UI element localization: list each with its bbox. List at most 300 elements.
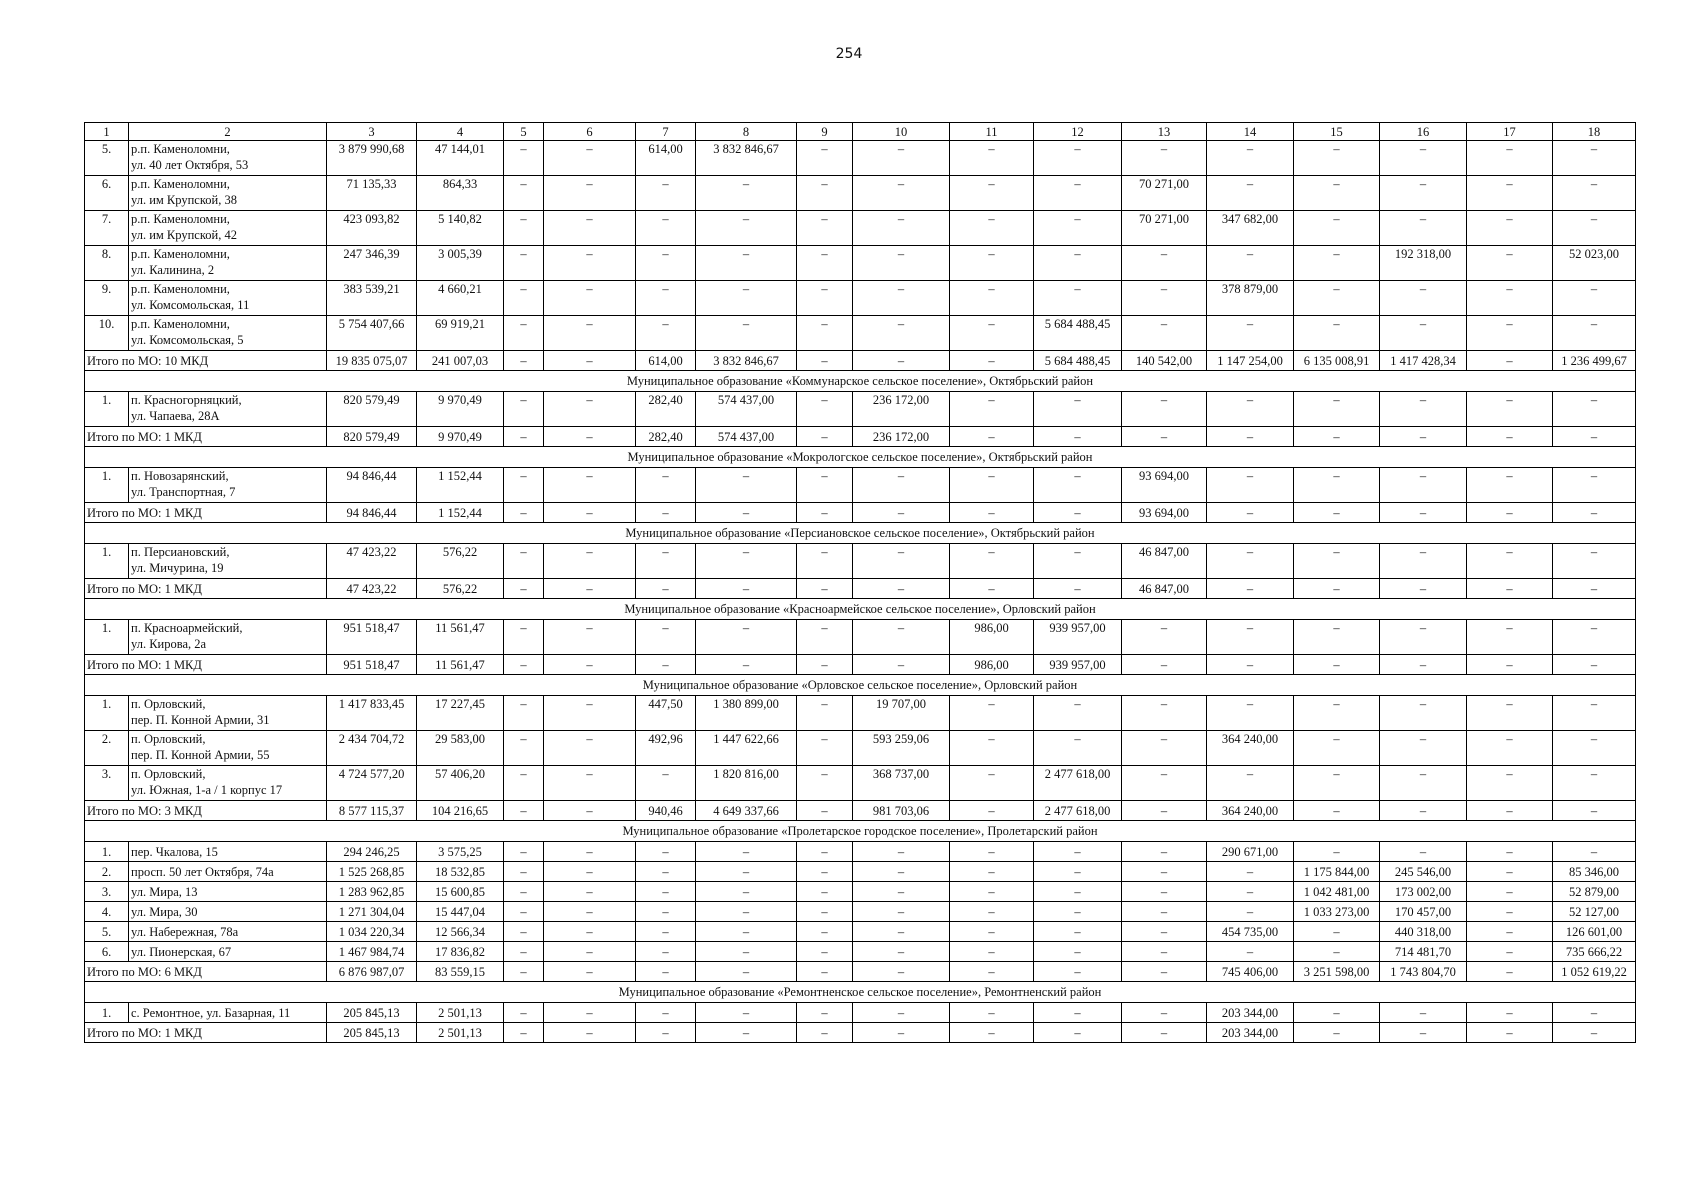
- address-line: р.п. Каменоломни,: [131, 282, 230, 296]
- column-header: 11: [950, 123, 1034, 141]
- table-cell: –: [797, 655, 853, 675]
- table-cell: –: [1467, 842, 1553, 862]
- address-line: ул. Южная, 1-а / 1 корпус 17: [131, 783, 283, 797]
- address-cell: [129, 922, 327, 942]
- page-number: 254: [835, 46, 863, 62]
- address-line: п. Орловский,: [131, 697, 206, 711]
- table-cell: –: [544, 544, 636, 579]
- total-label: Итого по МО: 1 МКД: [85, 503, 327, 523]
- table-cell: 939 957,00: [1034, 655, 1122, 675]
- table-cell: 820 579,49: [327, 392, 417, 427]
- table-cell: 3 005,39: [417, 246, 504, 281]
- table-cell: –: [1122, 392, 1207, 427]
- table-cell: –: [1467, 211, 1553, 246]
- address-cell: [129, 766, 327, 801]
- table-cell: 17 836,82: [417, 942, 504, 962]
- row-number: 7.: [85, 211, 129, 246]
- table-cell: 247 346,39: [327, 246, 417, 281]
- table-cell: –: [1122, 942, 1207, 962]
- table-cell: 3 832 846,67: [696, 351, 797, 371]
- column-header: 15: [1294, 123, 1380, 141]
- table-cell: 735 666,22: [1553, 942, 1636, 962]
- table-cell: –: [636, 503, 696, 523]
- column-header: 12: [1034, 123, 1122, 141]
- table-cell: –: [1380, 141, 1467, 176]
- total-label: Итого по МО: 10 МКД: [85, 351, 327, 371]
- table-cell: –: [696, 655, 797, 675]
- address-line: п. Орловский,: [131, 732, 206, 746]
- table-cell: 94 846,44: [327, 503, 417, 523]
- address-line: ул. Транспортная, 7: [131, 485, 236, 499]
- table-cell: –: [696, 503, 797, 523]
- table-cell: –: [544, 942, 636, 962]
- table-cell: –: [1034, 842, 1122, 862]
- table-cell: 203 344,00: [1207, 1003, 1294, 1023]
- total-row: [85, 801, 1636, 821]
- table-cell: –: [636, 468, 696, 503]
- table-cell: 383 539,21: [327, 281, 417, 316]
- section-title: Муниципальное образование «Ремонтненское сельское поселение», Ремонтненский район: [85, 982, 1636, 1003]
- table-cell: –: [853, 1023, 950, 1043]
- address-cell: [129, 696, 327, 731]
- table-cell: 368 737,00: [853, 766, 950, 801]
- table-cell: –: [1034, 696, 1122, 731]
- table-cell: –: [1294, 211, 1380, 246]
- table-cell: –: [1207, 862, 1294, 882]
- table-cell: 2 501,13: [417, 1023, 504, 1043]
- table-cell: –: [853, 468, 950, 503]
- address-cell: [129, 620, 327, 655]
- table-cell: 1 743 804,70: [1380, 962, 1467, 982]
- address-cell: [129, 246, 327, 281]
- table-cell: –: [1467, 620, 1553, 655]
- table-cell: –: [950, 731, 1034, 766]
- table-cell: –: [544, 246, 636, 281]
- table-cell: –: [504, 696, 544, 731]
- table-cell: 614,00: [636, 351, 696, 371]
- row-number: 3.: [85, 766, 129, 801]
- table-cell: –: [504, 176, 544, 211]
- table-cell: –: [544, 211, 636, 246]
- table-cell: –: [1122, 902, 1207, 922]
- table-cell: –: [504, 766, 544, 801]
- table-cell: 9 970,49: [417, 392, 504, 427]
- column-header: 6: [544, 123, 636, 141]
- table-cell: –: [950, 281, 1034, 316]
- address-line: ул. Комсомольская, 5: [131, 333, 244, 347]
- table-cell: 93 694,00: [1122, 468, 1207, 503]
- table-cell: –: [1553, 503, 1636, 523]
- table-cell: –: [1380, 211, 1467, 246]
- table-cell: 290 671,00: [1207, 842, 1294, 862]
- table-cell: 104 216,65: [417, 801, 504, 821]
- row-number: 5.: [85, 922, 129, 942]
- table-cell: 69 919,21: [417, 316, 504, 351]
- table-cell: 1 033 273,00: [1294, 902, 1380, 922]
- table-cell: –: [950, 141, 1034, 176]
- table-cell: –: [544, 1003, 636, 1023]
- table-cell: 492,96: [636, 731, 696, 766]
- table-cell: 173 002,00: [1380, 882, 1467, 902]
- table-cell: –: [853, 211, 950, 246]
- table-cell: –: [504, 842, 544, 862]
- address-line: р.п. Каменоломни,: [131, 142, 230, 156]
- address-cell: [129, 862, 327, 882]
- table-cell: –: [1207, 141, 1294, 176]
- table-cell: –: [1553, 427, 1636, 447]
- table-cell: –: [853, 351, 950, 371]
- table-cell: –: [1122, 842, 1207, 862]
- table-cell: –: [797, 1003, 853, 1023]
- total-label: Итого по МО: 6 МКД: [85, 962, 327, 982]
- table-cell: –: [1207, 246, 1294, 281]
- address-line: пер. Чкалова, 15: [131, 844, 218, 859]
- table-cell: –: [853, 176, 950, 211]
- table-cell: –: [544, 922, 636, 942]
- table-cell: –: [504, 655, 544, 675]
- table-cell: –: [1294, 922, 1380, 942]
- address-line: ул. Мира, 13: [131, 884, 198, 899]
- table-cell: –: [853, 655, 950, 675]
- table-cell: 2 434 704,72: [327, 731, 417, 766]
- table-cell: –: [544, 579, 636, 599]
- table-cell: –: [1122, 620, 1207, 655]
- row-number: 4.: [85, 902, 129, 922]
- table-cell: –: [1034, 246, 1122, 281]
- table-cell: –: [1467, 503, 1553, 523]
- table-row: [85, 902, 1636, 922]
- total-row: [85, 503, 1636, 523]
- address-line: п. Персиановский,: [131, 545, 230, 559]
- table-cell: 3 251 598,00: [1294, 962, 1380, 982]
- table-cell: 2 477 618,00: [1034, 801, 1122, 821]
- table-cell: –: [1553, 176, 1636, 211]
- row-number: 8.: [85, 246, 129, 281]
- table-cell: 951 518,47: [327, 620, 417, 655]
- table-cell: –: [1553, 211, 1636, 246]
- table-cell: –: [1294, 427, 1380, 447]
- table-cell: –: [1467, 801, 1553, 821]
- table-cell: –: [1467, 392, 1553, 427]
- table-cell: –: [544, 392, 636, 427]
- table-cell: –: [1294, 468, 1380, 503]
- table-cell: –: [797, 801, 853, 821]
- table-cell: –: [544, 962, 636, 982]
- table-cell: –: [504, 862, 544, 882]
- table-cell: –: [1122, 696, 1207, 731]
- address-line: ул. Мичурина, 19: [131, 561, 224, 575]
- address-cell: [129, 942, 327, 962]
- row-number: 1.: [85, 842, 129, 862]
- table-cell: –: [797, 503, 853, 523]
- table-cell: 15 447,04: [417, 902, 504, 922]
- table-row: [85, 211, 1636, 246]
- column-header: 13: [1122, 123, 1207, 141]
- address-cell: [129, 1003, 327, 1023]
- table-cell: –: [1122, 801, 1207, 821]
- table-cell: –: [504, 902, 544, 922]
- table-cell: –: [1467, 766, 1553, 801]
- table-cell: –: [950, 503, 1034, 523]
- table-cell: –: [696, 922, 797, 942]
- table-cell: –: [1294, 1003, 1380, 1023]
- table-cell: –: [1467, 1003, 1553, 1023]
- address-line: п. Красногорняцкий,: [131, 393, 242, 407]
- column-header: 16: [1380, 123, 1467, 141]
- table-cell: 1 380 899,00: [696, 696, 797, 731]
- table-row: [85, 392, 1636, 427]
- table-cell: –: [1380, 620, 1467, 655]
- table-cell: –: [1294, 392, 1380, 427]
- table-cell: –: [1034, 141, 1122, 176]
- table-cell: –: [1034, 392, 1122, 427]
- table-cell: –: [1380, 766, 1467, 801]
- table-cell: –: [950, 942, 1034, 962]
- table-row: [85, 696, 1636, 731]
- table-cell: –: [1294, 731, 1380, 766]
- address-line: р.п. Каменоломни,: [131, 317, 230, 331]
- table-cell: –: [1034, 468, 1122, 503]
- table-cell: –: [1122, 1023, 1207, 1043]
- table-cell: –: [1122, 882, 1207, 902]
- table-cell: 29 583,00: [417, 731, 504, 766]
- table-cell: –: [544, 427, 636, 447]
- table-cell: –: [1467, 882, 1553, 902]
- address-cell: [129, 468, 327, 503]
- table-cell: –: [1207, 902, 1294, 922]
- table-cell: –: [1380, 842, 1467, 862]
- table-cell: 1 283 962,85: [327, 882, 417, 902]
- table-cell: –: [544, 176, 636, 211]
- table-cell: –: [950, 902, 1034, 922]
- section-header-row: [85, 982, 1636, 1003]
- table-cell: –: [1122, 316, 1207, 351]
- table-cell: –: [544, 503, 636, 523]
- table-cell: 951 518,47: [327, 655, 417, 675]
- address-line: просп. 50 лет Октября, 74а: [131, 864, 274, 879]
- table-cell: –: [696, 842, 797, 862]
- table-cell: 5 140,82: [417, 211, 504, 246]
- table-cell: 205 845,13: [327, 1003, 417, 1023]
- column-header-row: [85, 123, 1636, 141]
- total-label: Итого по МО: 1 МКД: [85, 427, 327, 447]
- table-cell: 1 152,44: [417, 468, 504, 503]
- table-cell: –: [1034, 427, 1122, 447]
- table-cell: –: [1380, 579, 1467, 599]
- table-cell: 378 879,00: [1207, 281, 1294, 316]
- table-cell: –: [1207, 316, 1294, 351]
- table-cell: –: [1380, 801, 1467, 821]
- table-cell: –: [1467, 427, 1553, 447]
- table-cell: 70 271,00: [1122, 211, 1207, 246]
- table-cell: –: [544, 281, 636, 316]
- column-header: 4: [417, 123, 504, 141]
- address-cell: [129, 211, 327, 246]
- table-cell: –: [1467, 579, 1553, 599]
- table-cell: 70 271,00: [1122, 176, 1207, 211]
- table-cell: –: [797, 942, 853, 962]
- section-title: Муниципальное образование «Коммунарское сельское поселение», Октябрьский район: [85, 371, 1636, 392]
- table-cell: 576,22: [417, 579, 504, 599]
- table-cell: –: [1207, 655, 1294, 675]
- table-cell: –: [696, 962, 797, 982]
- table-cell: –: [1034, 731, 1122, 766]
- table-cell: –: [504, 503, 544, 523]
- section-header-row: [85, 447, 1636, 468]
- table-cell: 57 406,20: [417, 766, 504, 801]
- table-cell: –: [1553, 842, 1636, 862]
- table-cell: 6 876 987,07: [327, 962, 417, 982]
- table-cell: –: [853, 942, 950, 962]
- table-cell: –: [1122, 1003, 1207, 1023]
- table-cell: –: [853, 579, 950, 599]
- table-cell: –: [950, 468, 1034, 503]
- table-cell: –: [950, 211, 1034, 246]
- table-cell: –: [636, 862, 696, 882]
- address-line: ул. Кирова, 2а: [131, 637, 207, 651]
- table-cell: –: [1034, 1023, 1122, 1043]
- address-line: пер. П. Конной Армии, 31: [131, 713, 270, 727]
- table-cell: 245 546,00: [1380, 862, 1467, 882]
- table-cell: –: [797, 962, 853, 982]
- table-cell: –: [504, 427, 544, 447]
- table-cell: –: [1294, 141, 1380, 176]
- table-cell: –: [1380, 696, 1467, 731]
- table-row: [85, 1003, 1636, 1023]
- table-cell: 447,50: [636, 696, 696, 731]
- table-row: [85, 862, 1636, 882]
- table-cell: –: [696, 316, 797, 351]
- table-cell: –: [797, 696, 853, 731]
- table-cell: –: [1294, 503, 1380, 523]
- table-cell: –: [1553, 766, 1636, 801]
- table-cell: –: [1553, 141, 1636, 176]
- table-cell: –: [1294, 281, 1380, 316]
- table-cell: –: [636, 579, 696, 599]
- table-row: [85, 922, 1636, 942]
- table-cell: 1 417 428,34: [1380, 351, 1467, 371]
- table-row: [85, 468, 1636, 503]
- table-cell: –: [950, 862, 1034, 882]
- table-cell: 1 417 833,45: [327, 696, 417, 731]
- total-label: Итого по МО: 1 МКД: [85, 579, 327, 599]
- table-cell: –: [636, 882, 696, 902]
- table-cell: 282,40: [636, 427, 696, 447]
- table-cell: –: [797, 766, 853, 801]
- table-cell: –: [696, 468, 797, 503]
- table-cell: –: [797, 141, 853, 176]
- table-cell: 864,33: [417, 176, 504, 211]
- address-line: ул. Пионерская, 67: [131, 944, 232, 959]
- table-cell: –: [504, 922, 544, 942]
- table-cell: –: [1467, 962, 1553, 982]
- row-number: 1.: [85, 620, 129, 655]
- table-cell: –: [636, 176, 696, 211]
- table-cell: –: [853, 922, 950, 942]
- table-cell: –: [1207, 392, 1294, 427]
- table-cell: –: [1294, 842, 1380, 862]
- table-cell: –: [504, 211, 544, 246]
- table-cell: –: [544, 902, 636, 922]
- column-header: 17: [1467, 123, 1553, 141]
- table-cell: –: [696, 882, 797, 902]
- table-row: [85, 731, 1636, 766]
- table-cell: 17 227,45: [417, 696, 504, 731]
- address-cell: [129, 544, 327, 579]
- table-cell: –: [1467, 468, 1553, 503]
- table-cell: –: [636, 1023, 696, 1043]
- table-cell: –: [1122, 922, 1207, 942]
- table-cell: –: [636, 942, 696, 962]
- table-cell: –: [853, 544, 950, 579]
- table-cell: –: [797, 281, 853, 316]
- table-row: [85, 141, 1636, 176]
- table-cell: –: [544, 696, 636, 731]
- table-cell: –: [1207, 427, 1294, 447]
- table-cell: 1 820 816,00: [696, 766, 797, 801]
- table-cell: –: [1553, 392, 1636, 427]
- row-number: 1.: [85, 392, 129, 427]
- column-header: 8: [696, 123, 797, 141]
- table-cell: –: [504, 141, 544, 176]
- row-number: 1.: [85, 1003, 129, 1023]
- row-number: 1.: [85, 696, 129, 731]
- table-cell: 18 532,85: [417, 862, 504, 882]
- table-cell: –: [1467, 862, 1553, 882]
- table-cell: –: [1294, 942, 1380, 962]
- table-cell: –: [950, 842, 1034, 862]
- table-cell: –: [1122, 427, 1207, 447]
- table-cell: –: [636, 962, 696, 982]
- table-cell: –: [1207, 579, 1294, 599]
- table-cell: –: [636, 246, 696, 281]
- table-cell: –: [636, 316, 696, 351]
- total-row: [85, 655, 1636, 675]
- table-cell: –: [696, 281, 797, 316]
- row-number: 9.: [85, 281, 129, 316]
- row-number: 6.: [85, 176, 129, 211]
- table-cell: –: [797, 351, 853, 371]
- table-cell: –: [853, 281, 950, 316]
- table-cell: –: [1034, 942, 1122, 962]
- section-header-row: [85, 523, 1636, 544]
- table-cell: 282,40: [636, 392, 696, 427]
- table-cell: –: [1122, 862, 1207, 882]
- table-cell: –: [544, 351, 636, 371]
- table-cell: –: [797, 176, 853, 211]
- address-line: ул. Набережная, 78а: [131, 924, 239, 939]
- table-cell: –: [797, 544, 853, 579]
- table-cell: 820 579,49: [327, 427, 417, 447]
- table-cell: –: [1467, 316, 1553, 351]
- table-cell: –: [797, 882, 853, 902]
- table-cell: –: [1380, 731, 1467, 766]
- table-cell: –: [1380, 503, 1467, 523]
- table-cell: 940,46: [636, 801, 696, 821]
- table-cell: –: [1122, 731, 1207, 766]
- table-cell: –: [1034, 862, 1122, 882]
- table-cell: –: [797, 392, 853, 427]
- table-cell: –: [504, 468, 544, 503]
- table-cell: 3 879 990,68: [327, 141, 417, 176]
- table-cell: –: [1034, 882, 1122, 902]
- table-cell: –: [950, 1003, 1034, 1023]
- table-cell: 6 135 008,91: [1294, 351, 1380, 371]
- table-cell: –: [950, 544, 1034, 579]
- table-cell: –: [797, 579, 853, 599]
- table-cell: –: [1122, 281, 1207, 316]
- table-cell: –: [1034, 922, 1122, 942]
